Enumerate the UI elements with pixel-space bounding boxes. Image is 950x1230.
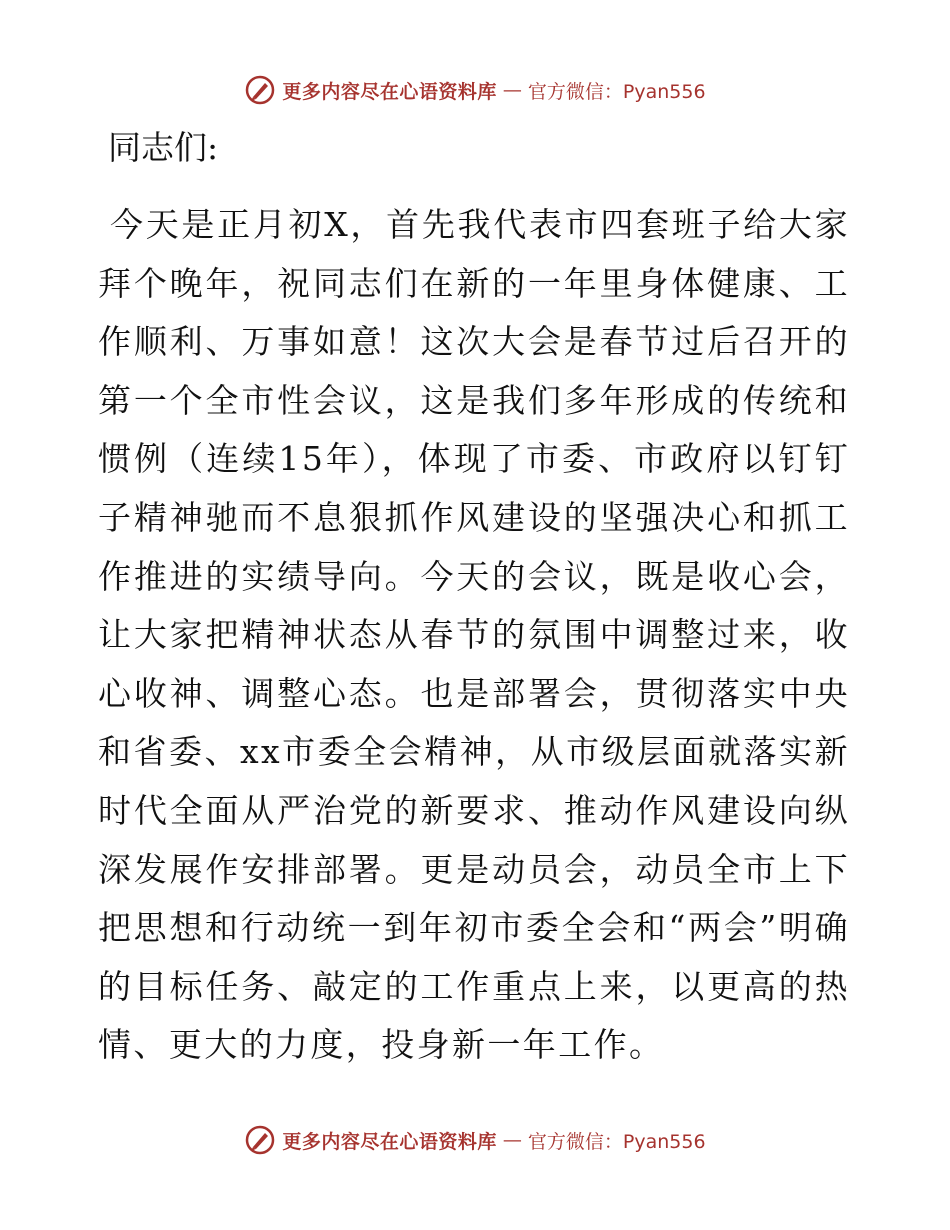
document-greeting: 同志们:: [108, 128, 219, 167]
pen-nib-logo-icon: [244, 74, 276, 106]
banner-separator: —: [502, 79, 522, 101]
footer-banner: [0, 1120, 950, 1160]
banner-separator: —: [502, 1129, 522, 1151]
banner-contact-text: 官方微信：Pyan556: [527, 1130, 706, 1153]
banner-lead-text: 更多内容尽在心语资料库: [282, 1130, 497, 1153]
banner-contact-text: 官方微信：Pyan556: [527, 80, 706, 103]
header-banner: [0, 70, 950, 110]
document-paragraph: 今天是正月初X，首先我代表市四套班子给大家拜个晚年，祝同志们在新的一年里身体健康、工作顺利、万事如意！这次大会是春节过后召开的第一个全市性会议，这是我们多年形成的传统和惯例（连续15年），体现了市委、市政府以钉钉子精神驰而不息狠抓作风建设的坚强决心和抓工作推进的实绩导向。今天的会议，既是收心会，让大家把精神状态从春节的氛围中调整过来，收心收神、调整心态。也是部署会，贯彻落实中央和省委、xx市委全会精神，从市级层面就落实新时代全面从严治党的新要求、推动作风建设向纵深发展作安排部署。更是动员会，动员全市上下把思想和行动统一到年初市委全会和“两会”明确的目标任务、敲定的工作重点上来，以更高的热情、更大的力度，投身新一年工作。: [98, 205, 850, 1065]
pen-nib-logo-icon: [244, 1124, 276, 1156]
banner-lead-text: 更多内容尽在心语资料库: [282, 80, 497, 103]
